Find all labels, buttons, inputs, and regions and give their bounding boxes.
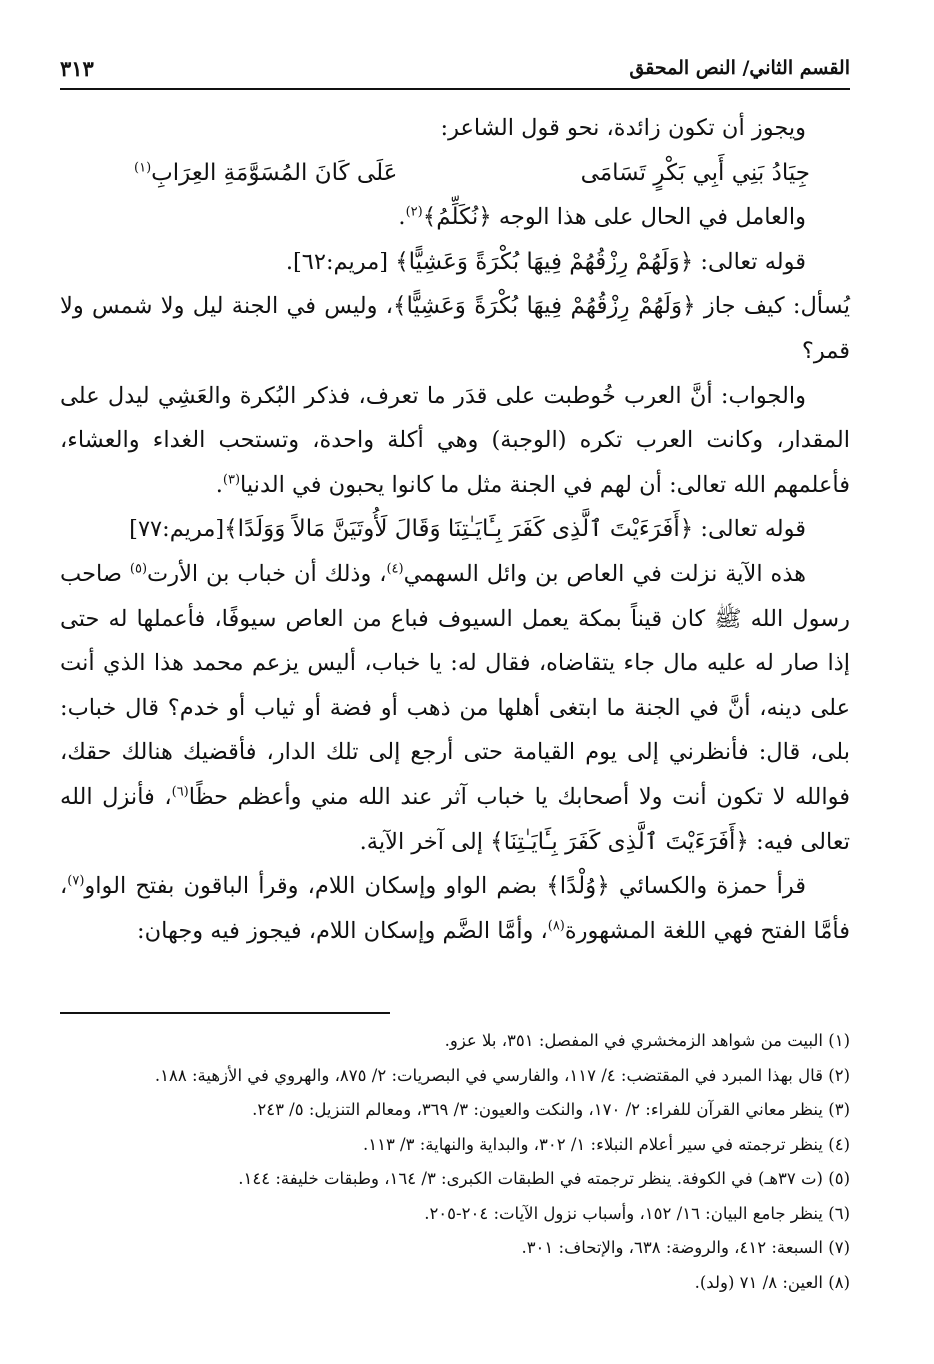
paragraph-5: والجواب: أنَّ العرب خُوطبت على قدَر ما تعرف، فذكر البُكرة والعَشِي ليدل على المقدار، وكانت العرب تكره (الوجبة) وهي أكلة واحدة، وتستحب الغداء والعشاء، فأعلمهم الله تعالى: أن لهم في الجنة مثل ما كانوا يحبون في الدنيا$^{(٣)}$. xyxy=(60,382,850,498)
footnote-8: (٨) العين: ٨/ ٧١ (ولد). xyxy=(694,1272,850,1292)
verse-first-hemistich: جِيَادُ بَنِي أَبِي بَكْرٍ تَسَامَى xyxy=(580,159,810,186)
paragraph-7: هذه الآية نزلت في العاص بن وائل السهمي$^{(٤)}$، وذلك أن خباب بن الأرت$^{(٥)}$ صاحب رسول الله ﷺ كان قيناً بمكة يعمل السيوف فباع من العاص سيوفًا، فأعملها له حتى إذا صار له عليه مال جاء يتقاضاه، فقال له: يا خباب، أليس يزعم محمد هذا الذي أنت على دينه، أنَّ في الجنة ما ابتغى أهلها من ذهب أو فضة أو ثياب أو خدم؟ قال خباب: بلى، قال: فأنظرني إلى يوم القيامة حتى أرجع إلى تلك الدار، فأقضيك هنالك حقك، فوالله لا تكون أنت ولا أصحابك يا خباب آثر عند الله مني وأعظم حظًا$^{(٦)}$، فأنزل الله تعالى فيه: ﴿أَفَرَءَيْتَ ٱلَّذِى كَفَرَ بِـَٔايَـٰتِنَا﴾ إلى آخر الآية. xyxy=(60,560,850,855)
footnote-divider xyxy=(60,1012,390,1014)
surah-reference: [مريم:٧٧] xyxy=(129,516,225,543)
footnote-ref-8[interactable]: (٨) xyxy=(547,918,565,934)
footnote-7: (٧) السبعة: ٤١٢، والروضة: ٦٣٨، والإتحاف: ٣٠١. xyxy=(521,1238,850,1257)
running-header xyxy=(60,48,850,90)
footnote-ref-7[interactable]: (٧) xyxy=(67,873,85,889)
footnote-1: (١) البيت من شواهد الزمخشري في المفصل: ٣٥١، بلا عزو. xyxy=(444,1031,850,1050)
footnote-ref-4[interactable]: (٤) xyxy=(386,561,404,577)
footnote-ref-2[interactable]: (٢) xyxy=(405,204,423,220)
verse-second-hemistich: عَلَى كَانَ المُسَوَّمَةِ العِرَابِ$^{(١)}$ xyxy=(134,159,398,186)
footnotes xyxy=(60,1024,850,1300)
footnote-4: (٤) ينظر ترجمته في سير أعلام النبلاء: ١/ ٣٠٢، والبداية والنهاية: ٣/ ١١٣. xyxy=(362,1134,850,1154)
page-number: ٣١٣ xyxy=(60,55,94,81)
footnote-6: (٦) ينظر جامع البيان: ١٦/ ١٥٢، وأسباب نزول الآيات: ٢٠٤-٢٠٥. xyxy=(424,1203,850,1223)
quran-quote: ﴿نُكَلِّمُ﴾ xyxy=(422,204,492,231)
paragraph-8: قرأ حمزة والكسائي ﴿وُلْدًا﴾ بضم الواو وإسكان اللام، وقرأ الباقون بفتح الواو$^{(٧)}$، فأمَّا الفتح فهي اللغة المشهورة$^{(٨)}$، وأمَّا الضَّم وإسكان اللام، فيجوز فيه وجهان: xyxy=(60,873,850,944)
footnote-ref-5[interactable]: (٥) xyxy=(129,561,148,577)
footnote-ref-1[interactable]: (١) xyxy=(134,159,152,175)
footnote-ref-6[interactable]: (٦) xyxy=(171,784,189,800)
paragraph-2: والعامل في الحال على هذا الوجه ﴿نُكَلِّمُ﴾$^{(٢)}$. xyxy=(398,204,806,231)
paragraph-6: قوله تعالى: ﴿أَفَرَءَيْتَ ٱلَّذِى كَفَرَ بِـَٔايَـٰتِنَا وَقَالَ لَأُوتَيَنَّ مَالاً وَوَلَدًا﴾[مريم:٧٧] xyxy=(129,516,806,543)
quran-quote: ﴿أَفَرَءَيْتَ ٱلَّذِى كَفَرَ بِـَٔايَـٰتِنَا وَقَالَ لَأُوتَيَنَّ مَالاً وَوَلَدًا﴾ xyxy=(224,516,694,543)
quran-quote: ﴿وَلَهُمْ رِزْقُهُمْ فِيهَا بُكْرَةً وَعَشِيًّا﴾ xyxy=(395,248,694,275)
quran-quote: ﴿وَلَهُمْ رِزْقُهُمْ فِيهَا بُكْرَةً وَعَشِيًّا﴾ xyxy=(393,293,696,320)
surah-reference: [مريم:٦٢]. xyxy=(285,248,389,275)
section-title: القسم الثاني/ النص المحقق xyxy=(629,57,850,79)
footnote-2: (٢) قال بهذا المبرد في المقتضب: ٤/ ١١٧، والفارسي في البصريات: ٢/ ٨٧٥، والهروي في الأزهية: ١٨٨. xyxy=(154,1065,850,1085)
paragraph-3: قوله تعالى: ﴿وَلَهُمْ رِزْقُهُمْ فِيهَا بُكْرَةً وَعَشِيًّا﴾ [مريم:٦٢]. xyxy=(285,248,806,275)
footnote-ref-3[interactable]: (٣) xyxy=(222,472,241,488)
main-text xyxy=(60,106,850,953)
paragraph-4: يُسأل: كيف جاز ﴿وَلَهُمْ رِزْقُهُمْ فِيهَا بُكْرَةً وَعَشِيًّا﴾، وليس في الجنة ليل ولا شمس ولا قمر؟ xyxy=(60,293,850,364)
footnote-5: (٥) (ت ٣٧هـ) في الكوفة. ينظر ترجمته في الطبقات الكبرى: ٣/ ١٦٤، وطبقات خليفة: ١٤٤. xyxy=(238,1169,850,1188)
footnote-3: (٣) ينظر معاني القرآن للفراء: ٢/ ١٧٠، والنكت والعيون: ٣/ ٣٦٩، ومعالم التنزيل: ٥/ ٢٤٣. xyxy=(252,1100,850,1119)
poetry-verse xyxy=(60,151,850,196)
quran-quote: ﴿وُلْدًا﴾ xyxy=(546,873,610,900)
paragraph-1: ويجوز أن تكون زائدة، نحو قول الشاعر: xyxy=(440,115,806,141)
quran-quote: ﴿أَفَرَءَيْتَ ٱلَّذِى كَفَرَ بِـَٔايَـٰتِنَا﴾ xyxy=(490,828,749,855)
